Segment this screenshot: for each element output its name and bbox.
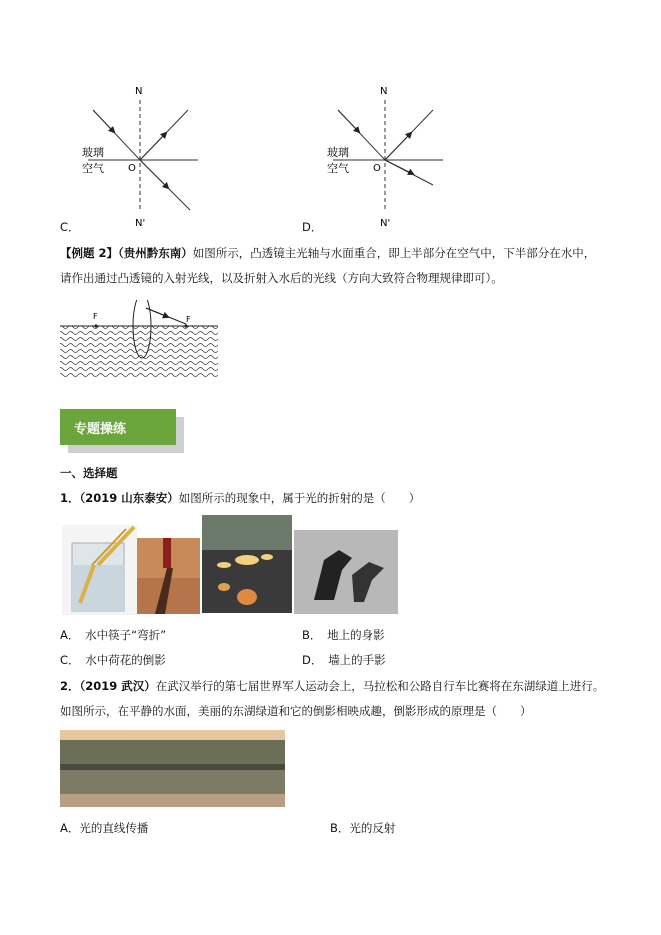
example2-label: 【例题 2】 (60, 246, 119, 260)
q2-text1: 在武汉举行的第七届世界军人运动会上，马拉松和公路自行车比赛将在东湖绿道上进行。 (155, 679, 605, 693)
shadow-on-ground-photo (137, 538, 200, 614)
lake-reflection-photo (60, 730, 285, 807)
q2-line2: 如图所示，在平静的水面，美丽的东湖绿道和它的倒影相映成趣，倒影形成的原理是（ ） (60, 704, 532, 718)
q1-option-b[interactable]: B． 地上的身影 (302, 628, 385, 642)
o-label: O (128, 163, 136, 174)
q2-source: （2019 武汉） (79, 679, 156, 693)
n-label: N (380, 86, 388, 97)
refracted-arrow (140, 160, 168, 188)
q1-option-c[interactable]: C． 水中荷花的倒影 (60, 653, 166, 667)
n-prime-label: N' (135, 218, 146, 229)
option-c-label: C． (60, 220, 80, 234)
reflected-arrow (140, 133, 166, 160)
glass-label: 玻璃 (327, 146, 349, 159)
q1-text: 如图所示的现象中，属于光的折射的是（ ） (178, 491, 421, 505)
q1-option-a[interactable]: A． 水中筷子“弯折” (60, 628, 167, 642)
glass-label: 玻璃 (82, 146, 104, 159)
section-title: 专题操练 (60, 409, 176, 445)
lens-water-diagram (58, 300, 220, 382)
air-label: 空气 (327, 162, 349, 175)
q2-option-b[interactable]: B．光的反射 (330, 821, 396, 835)
q1-option-d[interactable]: D． 墙上的手影 (302, 653, 386, 667)
air-label: 空气 (82, 162, 104, 175)
focus-right-label: F (186, 315, 191, 324)
ray-arrow (146, 308, 168, 317)
example2-text1: 如图所示，凸透镜主光轴与水面重合，即上半部分在空气中，下半部分在水中， (192, 246, 596, 260)
example2-source: （贵州黔东南） (118, 246, 193, 260)
example2-line2: 请作出通过凸透镜的入射光线，以及折射入水后的光线（方向大致符合物理规律即可）。 (60, 271, 503, 285)
n-label: N (135, 86, 143, 97)
lotus-reflection-photo (202, 515, 292, 613)
focus-right-dot (184, 324, 187, 327)
chopsticks-in-water-photo (62, 525, 137, 615)
hand-shadow-photo (294, 530, 398, 614)
example2-line1 (60, 245, 595, 261)
q1-stem (60, 490, 420, 506)
n-prime-label: N' (380, 218, 391, 229)
focus-left-dot (94, 324, 97, 327)
focus-left-label: F (93, 312, 98, 321)
incident-arrow (93, 110, 114, 132)
refracted-arrow (385, 160, 413, 174)
diagram-c (78, 80, 208, 230)
q2-line1 (60, 678, 604, 694)
q2-option-a[interactable]: A．光的直线传播 (60, 821, 149, 835)
option-d-label: D． (302, 220, 323, 234)
q1-number: 1． (60, 491, 80, 505)
q1-source: （2019 山东泰安） (79, 491, 179, 505)
o-label: O (373, 163, 381, 174)
reflected-arrow (385, 133, 411, 160)
diagram-d (323, 80, 453, 230)
water-region (60, 326, 218, 378)
q2-number: 2． (60, 679, 80, 693)
part1-title: 一、选择题 (60, 466, 118, 480)
incident-arrow (338, 110, 359, 132)
